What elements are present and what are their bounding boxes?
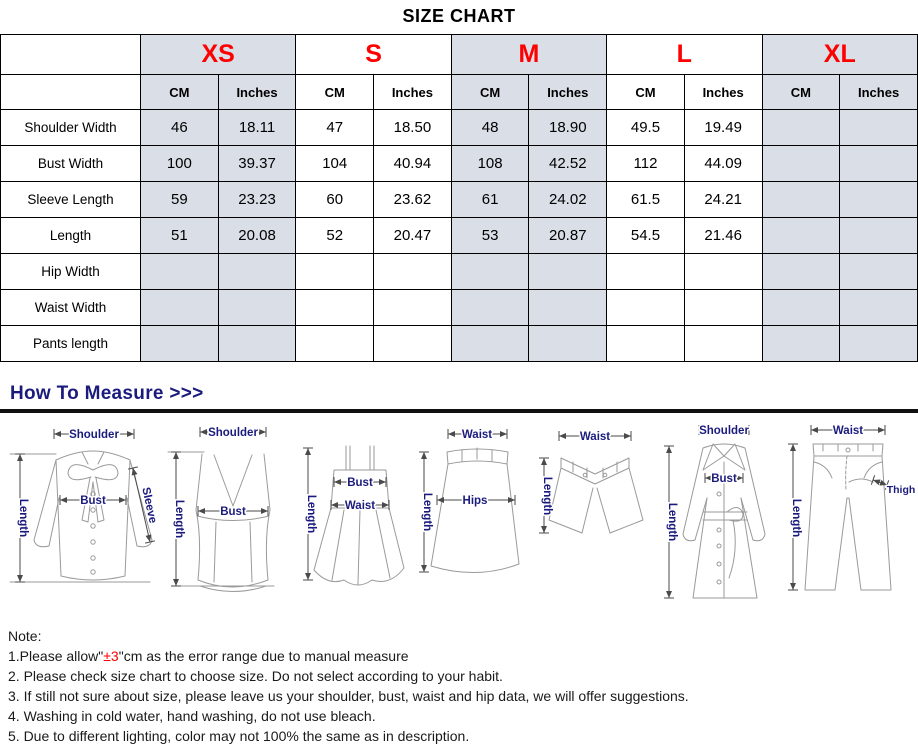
- coat-bust-label: Bust: [711, 473, 737, 485]
- table-cell: [451, 254, 529, 290]
- row-label: Sleeve Length: [1, 182, 141, 218]
- table-cell: 48: [451, 110, 529, 146]
- table-cell: 61.5: [607, 182, 685, 218]
- blouse-sketch: [10, 451, 152, 582]
- note-line-4: 4. Washing in cold water, hand washing, do not use bleach.: [8, 708, 376, 724]
- table-cell: [684, 290, 762, 326]
- pants-diagram: [783, 418, 918, 618]
- size-header-l: L: [607, 35, 762, 75]
- table-cell: 40.94: [374, 146, 452, 182]
- table-cell: [840, 110, 918, 146]
- coat-sketch: [683, 444, 765, 598]
- pants-length-label: Length: [790, 498, 802, 538]
- note-section: [0, 620, 918, 746]
- table-cell: [141, 290, 219, 326]
- tank-shoulder-label: Shoulder: [208, 427, 258, 439]
- table-cell: 100: [141, 146, 219, 182]
- table-cell: 61: [451, 182, 529, 218]
- row-label: Pants length: [1, 326, 141, 362]
- size-table-head: [1, 35, 918, 110]
- unit-inches-l: Inches: [684, 75, 762, 110]
- size-header-xl: XL: [762, 35, 918, 75]
- skirt-hips-label: Hips: [462, 495, 488, 507]
- table-row: [1, 218, 918, 254]
- note-line-2: 2. Please check size chart to choose size. Do not select according to your habit.: [8, 668, 503, 684]
- table-cell: 46: [141, 110, 219, 146]
- corner-cell-2: [1, 75, 141, 110]
- row-label: Length: [1, 218, 141, 254]
- table-cell: [374, 254, 452, 290]
- note-line-5: 5. Due to different lighting, color may not 100% the same as in description.: [8, 728, 470, 744]
- cami-dress-diagram: [300, 418, 415, 618]
- table-cell: 104: [296, 146, 374, 182]
- blouse-length-label: Length: [17, 498, 29, 538]
- table-cell: [840, 254, 918, 290]
- cami-length-label: Length: [305, 494, 317, 534]
- unit-cm-xs: CM: [141, 75, 219, 110]
- table-cell: 42.52: [529, 146, 607, 182]
- cami-dress-sketch: [314, 446, 404, 585]
- blouse-sleeve-label: Sleeve: [139, 486, 159, 525]
- table-cell: 20.87: [529, 218, 607, 254]
- table-cell: [218, 254, 296, 290]
- shorts-sketch: [549, 458, 643, 533]
- blouse-shoulder-label: Shoulder: [69, 429, 119, 441]
- skirt-sketch: [431, 448, 519, 573]
- table-cell: 20.08: [218, 218, 296, 254]
- table-cell: [296, 290, 374, 326]
- table-cell: 21.46: [684, 218, 762, 254]
- coat-shoulder-label: Shoulder: [699, 425, 749, 437]
- blouse-bust-label: Bust: [80, 495, 106, 507]
- table-cell: [218, 290, 296, 326]
- table-cell: [840, 146, 918, 182]
- table-cell: [762, 254, 840, 290]
- pants-thigh-label: Thigh: [886, 484, 916, 496]
- table-cell: [141, 254, 219, 290]
- tank-length-label: Length: [173, 499, 185, 539]
- table-cell: 52: [296, 218, 374, 254]
- cami-bust-label: Bust: [347, 477, 373, 489]
- note-error-range: ±3: [103, 648, 119, 664]
- table-cell: 44.09: [684, 146, 762, 182]
- unit-inches-xs: Inches: [218, 75, 296, 110]
- measure-diagrams: [0, 413, 918, 620]
- table-cell: [607, 290, 685, 326]
- table-cell: [607, 254, 685, 290]
- table-cell: [684, 326, 762, 362]
- row-label: Bust Width: [1, 146, 141, 182]
- table-cell: [762, 218, 840, 254]
- corner-cell: [1, 35, 141, 75]
- skirt-diagram: [415, 418, 535, 618]
- unit-cm-s: CM: [296, 75, 374, 110]
- table-cell: 49.5: [607, 110, 685, 146]
- size-chart-table: [0, 34, 918, 362]
- table-cell: [529, 290, 607, 326]
- unit-cm-l: CM: [607, 75, 685, 110]
- table-cell: 20.47: [374, 218, 452, 254]
- table-cell: 54.5: [607, 218, 685, 254]
- tank-bust-label: Bust: [220, 506, 246, 518]
- table-cell: 51: [141, 218, 219, 254]
- table-cell: [218, 326, 296, 362]
- unit-inches-m: Inches: [529, 75, 607, 110]
- table-row: [1, 326, 918, 362]
- table-cell: 23.62: [374, 182, 452, 218]
- unit-header-row: [1, 75, 918, 110]
- pants-sketch: [805, 444, 891, 590]
- table-cell: [762, 146, 840, 182]
- table-cell: [374, 326, 452, 362]
- row-label: Shoulder Width: [1, 110, 141, 146]
- table-cell: [296, 254, 374, 290]
- table-cell: [762, 290, 840, 326]
- table-cell: [451, 290, 529, 326]
- table-cell: 112: [607, 146, 685, 182]
- table-row: [1, 182, 918, 218]
- table-cell: 18.50: [374, 110, 452, 146]
- note-line-1-suffix: "cm as the error range due to manual measure: [118, 648, 409, 664]
- coat-diagram: [657, 418, 783, 618]
- unit-cm-m: CM: [451, 75, 529, 110]
- table-cell: 24.02: [529, 182, 607, 218]
- unit-inches-s: Inches: [374, 75, 452, 110]
- unit-cm-xl: CM: [762, 75, 840, 110]
- table-cell: 19.49: [684, 110, 762, 146]
- table-cell: 23.23: [218, 182, 296, 218]
- coat-length-label: Length: [666, 502, 678, 542]
- skirt-waist-label: Waist: [461, 429, 493, 441]
- table-cell: 18.90: [529, 110, 607, 146]
- table-row: [1, 146, 918, 182]
- table-cell: 53: [451, 218, 529, 254]
- table-cell: [840, 326, 918, 362]
- note-line-1-prefix: 1.Please allow": [8, 648, 104, 664]
- table-cell: [840, 182, 918, 218]
- pants-waist-label: Waist: [832, 425, 864, 437]
- table-cell: [141, 326, 219, 362]
- table-row: [1, 254, 918, 290]
- table-cell: [762, 110, 840, 146]
- row-label: Waist Width: [1, 290, 141, 326]
- size-header-m: M: [451, 35, 606, 75]
- skirt-length-label: Length: [421, 492, 433, 532]
- table-row: [1, 290, 918, 326]
- table-cell: 18.11: [218, 110, 296, 146]
- page-title: SIZE CHART: [402, 6, 516, 26]
- table-cell: 59: [141, 182, 219, 218]
- blouse-diagram: [0, 418, 160, 618]
- table-cell: [762, 182, 840, 218]
- how-to-measure-heading: How To Measure >>>: [10, 383, 204, 404]
- table-cell: [840, 218, 918, 254]
- cami-waist-label: Waist: [344, 500, 376, 512]
- table-cell: [529, 326, 607, 362]
- size-header-s: S: [296, 35, 451, 75]
- unit-inches-xl: Inches: [840, 75, 918, 110]
- size-table-body: [1, 110, 918, 362]
- note-line-1: [8, 646, 910, 666]
- size-header-xs: XS: [141, 35, 296, 75]
- shorts-waist-label: Waist: [579, 431, 611, 443]
- table-cell: [684, 254, 762, 290]
- table-cell: [762, 326, 840, 362]
- row-label: Hip Width: [1, 254, 141, 290]
- note-line-3: 3. If still not sure about size, please leave us your shoulder, bust, waist and hip data, we will offer suggestions.: [8, 688, 689, 704]
- table-cell: [840, 290, 918, 326]
- tank-top-diagram: [160, 418, 300, 618]
- shorts-diagram: [535, 418, 657, 618]
- table-cell: [296, 326, 374, 362]
- table-cell: 47: [296, 110, 374, 146]
- table-row: [1, 110, 918, 146]
- table-cell: [529, 254, 607, 290]
- table-cell: 24.21: [684, 182, 762, 218]
- table-cell: [374, 290, 452, 326]
- table-cell: 39.37: [218, 146, 296, 182]
- table-cell: 108: [451, 146, 529, 182]
- table-cell: [607, 326, 685, 362]
- size-header-row: [1, 35, 918, 75]
- note-heading: Note:: [8, 628, 42, 644]
- table-cell: [451, 326, 529, 362]
- table-cell: 60: [296, 182, 374, 218]
- shorts-length-label: Length: [541, 476, 553, 516]
